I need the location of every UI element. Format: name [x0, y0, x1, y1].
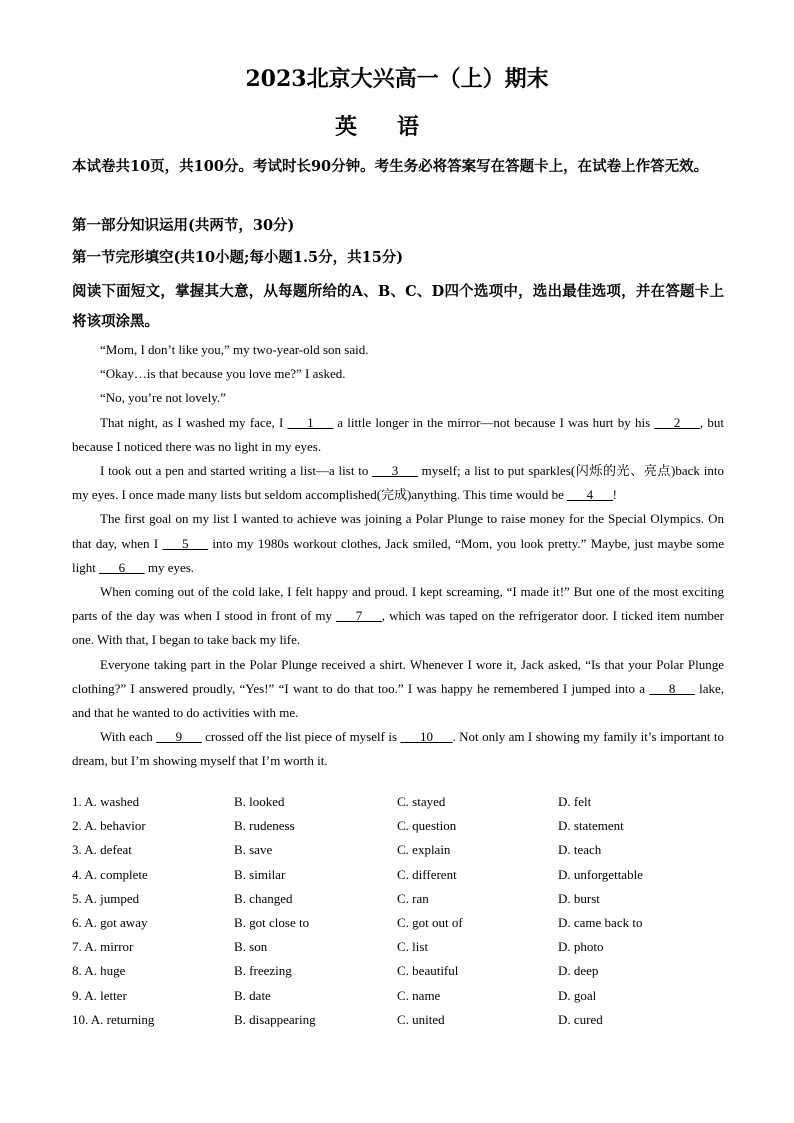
option-row: [72, 838, 732, 862]
option-row: [72, 790, 732, 814]
cloze-passage: [72, 338, 724, 774]
option-a: 4. A. complete: [72, 866, 148, 882]
section-heading: 第一节完形填空(共10小题;每小题1.5分，共15分): [72, 249, 404, 266]
option-b: B. disappearing: [234, 1011, 316, 1027]
paragraph: [72, 338, 724, 362]
passage-text: a little longer in the mirror—not because I was hurt by his: [333, 414, 655, 430]
passage-text: “Mom, I don’t like you,” my two-year-old son said.: [100, 342, 369, 357]
option-d: D. cured: [558, 1011, 603, 1027]
blank-8: ___8___: [649, 680, 695, 696]
option-c: C. united: [397, 1011, 445, 1027]
option-a: 5. A. jumped: [72, 890, 140, 906]
option-c: C. explain: [397, 842, 451, 858]
passage-text: With each: [100, 729, 157, 745]
option-d: D. photo: [558, 939, 604, 955]
option-c: C. list: [397, 939, 429, 955]
passage-text: “No, you’re not lovely.”: [100, 390, 226, 406]
paragraph: [72, 411, 724, 459]
option-b: B. freezing: [234, 963, 292, 979]
blank-4: ___4___: [567, 487, 613, 503]
exam-title: 2023北京大兴高一（上）期末: [245, 66, 549, 92]
option-d: D. came back to: [558, 914, 643, 930]
option-c: C. different: [397, 866, 457, 882]
option-b: B. rudeness: [234, 818, 295, 834]
option-d: D. teach: [558, 842, 602, 858]
option-c: C. question: [397, 818, 457, 834]
option-b: B. save: [234, 842, 273, 858]
passage-text: crossed off the list piece of myself is: [201, 729, 401, 745]
option-d: D. unforgettable: [558, 866, 643, 882]
paragraph: [72, 580, 724, 653]
part-heading: 第一部分知识运用(共两节，30分): [72, 217, 295, 234]
option-row: [72, 959, 732, 983]
paragraph: [72, 507, 724, 580]
passage-text: I took out a pen and started writing a list—a list to: [100, 463, 373, 479]
option-b: B. got close to: [234, 914, 310, 930]
passage-text: Everyone taking part in the Polar Plunge received a shirt. Whenever I wore it, Jack asked, “Is that your Polar Plunge clothing?” I answered proudly, “Yes!” “I want to do that too.” I was happy he remembered I jumped into a: [72, 656, 724, 696]
option-a: 8. A. huge: [72, 963, 126, 979]
answer-options: [72, 790, 732, 1032]
option-row: [72, 863, 732, 887]
option-c: C. beautiful: [397, 963, 459, 979]
paragraph: [72, 653, 724, 726]
passage-text: myself; a list to put sparkles(闪烁的光、亮点)back into my eyes. I once made many lists but seldom accomplished(完成)anything. This time would be: [72, 463, 724, 503]
option-b: B. changed: [234, 890, 293, 906]
passage-text: The first goal on my list I wanted to achieve was joining a Polar Plunge to raise money for the Special Olympics. On that day, when I: [72, 511, 724, 551]
option-row: [72, 814, 732, 838]
blank-9: ___9___: [156, 729, 202, 745]
exam-intro: 本试卷共10页，共100分。考试时长90分钟。考生务必将答案写在答题卡上，在试卷上作答无效。: [72, 158, 709, 175]
option-b: B. son: [234, 939, 268, 955]
option-row: [72, 887, 732, 911]
blank-10: ___10___: [400, 729, 453, 745]
blank-2: ___2___: [654, 414, 700, 430]
option-d: D. felt: [558, 794, 592, 809]
option-a: 10. A. returning: [72, 1011, 155, 1027]
option-row: [72, 984, 732, 1008]
blank-1: ___1___: [287, 414, 334, 430]
blank-5: ___5___: [162, 535, 209, 551]
option-c: C. stayed: [397, 794, 446, 809]
blank-6: ___6___: [99, 559, 145, 575]
passage-text: lake, and that he wanted to do activities with me.: [72, 680, 724, 721]
paragraph: [72, 725, 724, 773]
blank-3: ___3___: [372, 463, 418, 479]
option-a: 3. A. defeat: [72, 842, 132, 858]
option-a: 7. A. mirror: [72, 939, 134, 955]
option-row: [72, 911, 732, 935]
passage-text: “Okay…is that because you love me?” I asked.: [100, 366, 346, 382]
option-d: D. deep: [558, 963, 599, 979]
passage-text: . Not only am I showing my family it’s important to dream, but I’m showing myself that I’m worth it.: [72, 729, 724, 769]
option-row: [72, 935, 732, 959]
option-d: D. statement: [558, 818, 624, 834]
passage-text: , which was taped on the refrigerator door. I ticked item number one. With that, I began to take back my life.: [72, 608, 724, 648]
paragraph: [72, 459, 724, 507]
option-d: D. burst: [558, 890, 600, 906]
option-c: C. ran: [397, 890, 429, 906]
option-a: 6. A. got away: [72, 914, 148, 930]
option-b: B. date: [234, 987, 271, 1003]
cloze-instructions: 阅读下面短文，掌握其大意，从每题所给的A、B、C、D四个选项中，选出最佳选项，并在答题卡上将该项涂黑。: [72, 283, 724, 330]
blank-7: ___7___: [336, 608, 382, 624]
passage-text: my eyes.: [144, 559, 195, 575]
passage-text: When coming out of the cold lake, I felt happy and proud. I kept screaming, “I made it!” But one of the most exciting parts of the day was when I stood in front of my: [72, 584, 724, 624]
subject-title: 英语: [334, 114, 459, 140]
option-a: 1. A. washed: [72, 794, 140, 809]
paragraph: [72, 386, 724, 410]
option-c: C. got out of: [397, 914, 463, 930]
option-b: B. looked: [234, 794, 285, 809]
option-a: 2. A. behavior: [72, 818, 146, 834]
passage-text: That night, as I washed my face, I: [100, 414, 288, 430]
passage-text: !: [612, 487, 617, 503]
passage-text: , but because I noticed there was no light in my eyes.: [72, 414, 724, 454]
option-d: D. goal: [558, 987, 597, 1003]
option-b: B. similar: [234, 866, 286, 882]
option-row: [72, 1008, 732, 1032]
option-a: 9. A. letter: [72, 987, 127, 1003]
option-c: C. name: [397, 987, 441, 1003]
passage-text: into my 1980s workout clothes, Jack smiled, “Mom, you look pretty.” Maybe, just maybe some light: [72, 535, 724, 575]
paragraph: [72, 362, 724, 386]
